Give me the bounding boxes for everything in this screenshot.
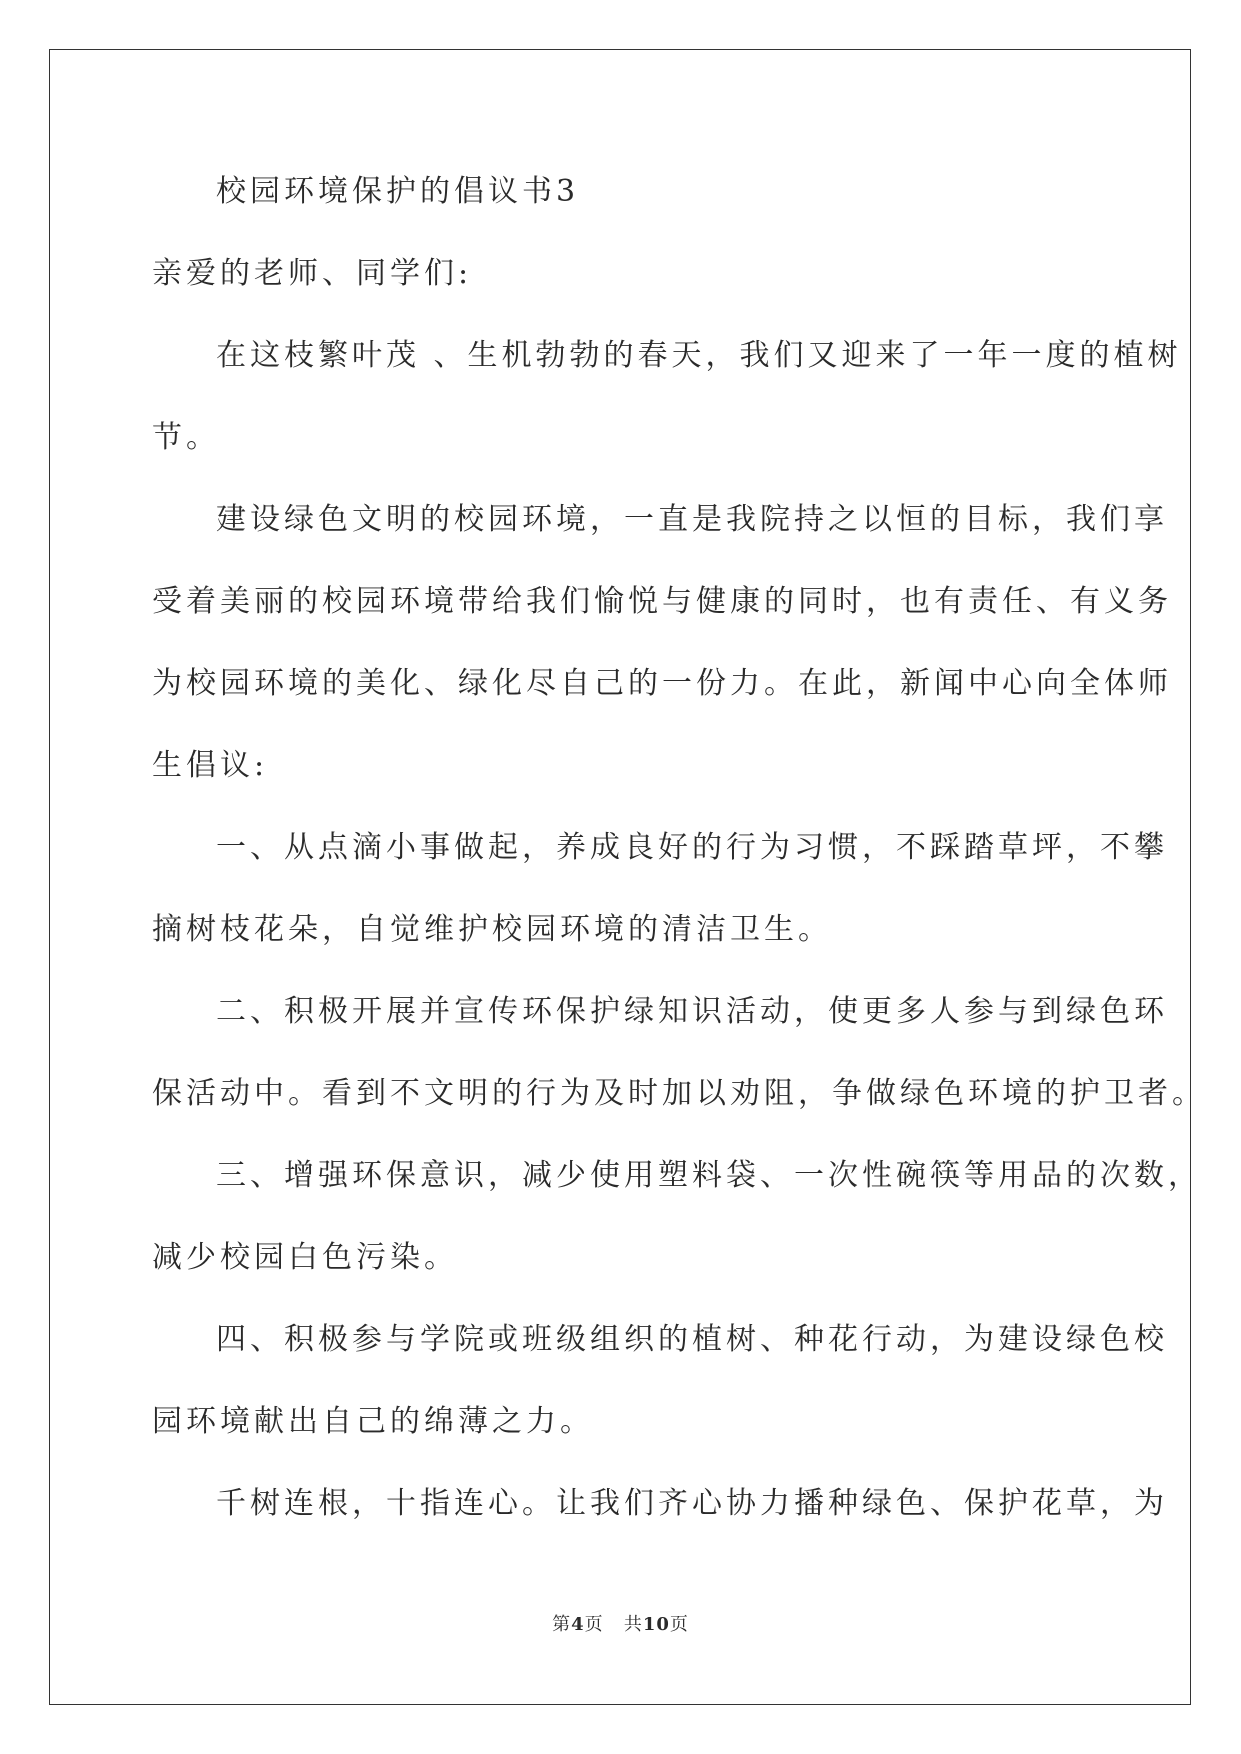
page-number: 4 [571, 1614, 585, 1635]
salutation: 亲爱的老师、同学们: [152, 256, 473, 291]
paragraph-line: 减少校园白色污染。 [152, 1240, 458, 1275]
paragraph-line: 一、从点滴小事做起，养成良好的行为习惯，不踩踏草坪，不攀 [216, 830, 1168, 865]
paragraph-line: 生倡议: [152, 748, 269, 783]
total-prefix: 共 [623, 1614, 643, 1635]
paragraph-line: 为校园环境的美化、绿化尽自己的一份力。在此，新闻中心向全体师 [152, 666, 1172, 701]
page-footer [0, 1610, 1241, 1636]
paragraph-line: 四、积极参与学院或班级组织的植树、种花行动，为建设绿色校 [216, 1322, 1168, 1357]
paragraph-line: 三、增强环保意识，减少使用塑料袋、一次性碗筷等用品的次数， [216, 1158, 1202, 1193]
paragraph-line: 保活动中。看到不文明的行为及时加以劝阻，争做绿色环境的护卫者。 [152, 1076, 1206, 1111]
total-suffix: 页 [669, 1614, 689, 1635]
paragraph-line: 摘树枝花朵，自觉维护校园环境的清洁卫生。 [152, 912, 832, 947]
document-body [152, 151, 1206, 1545]
paragraph-line: 在这枝繁叶茂 、生机勃勃的春天，我们又迎来了一年一度的植树 [216, 338, 1182, 373]
paragraph-line: 受着美丽的校园环境带给我们愉悦与健康的同时，也有责任、有义务 [152, 584, 1172, 619]
total-pages: 10 [642, 1614, 670, 1635]
page-prefix: 第 [552, 1614, 572, 1635]
paragraph-line: 二、积极开展并宣传环保护绿知识活动，使更多人参与到绿色环 [216, 994, 1168, 1029]
paragraph-line: 园环境献出自己的绵薄之力。 [152, 1404, 594, 1439]
paragraph-line: 千树连根，十指连心。让我们齐心协力播种绿色、保护花草，为 [216, 1486, 1168, 1521]
paragraph-line: 建设绿色文明的校园环境，一直是我院持之以恒的目标，我们享 [216, 502, 1168, 537]
paragraph-line: 节。 [152, 420, 220, 455]
page-suffix: 页 [584, 1614, 604, 1635]
document-title: 校园环境保护的倡议书3 [216, 174, 580, 209]
